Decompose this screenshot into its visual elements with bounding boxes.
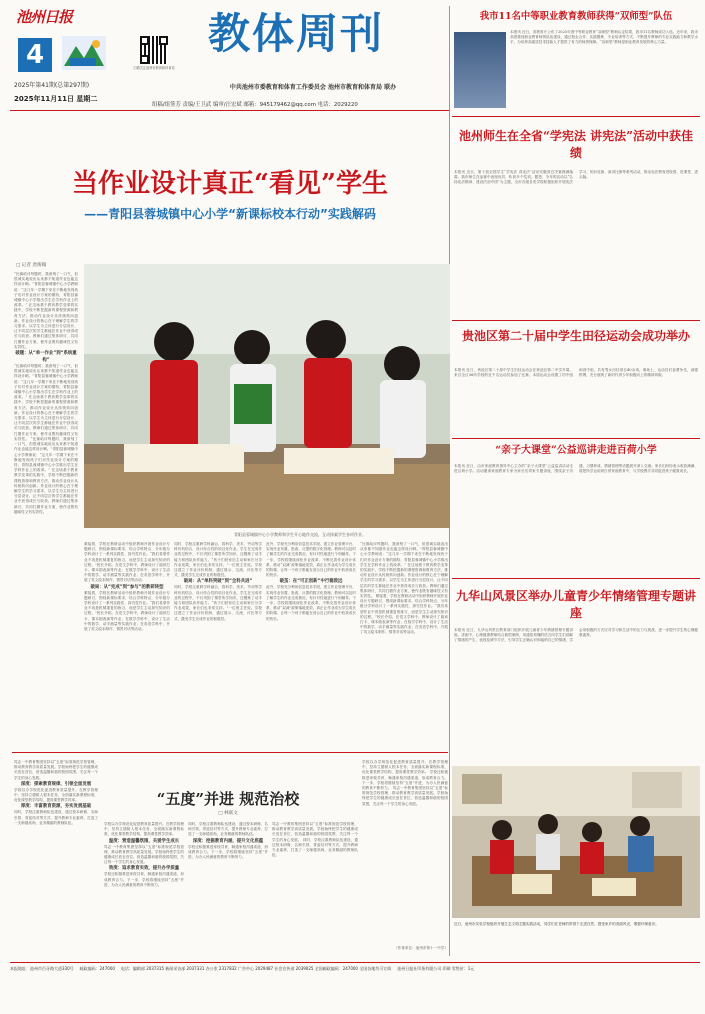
- section-name: 教体周刊: [208, 9, 385, 58]
- footer-rule: [10, 962, 700, 963]
- article-title: 我市11名中等职业教育教师获得“双师型”队伍: [479, 11, 673, 22]
- paper-logo: 池州日报: [16, 8, 73, 26]
- subhead: 破题：从“单一作业”到“系统重构”: [15, 351, 77, 364]
- subhead: 破局：从“完成”到“参与”的教研转型: [90, 584, 164, 590]
- bottom-col2: 学校以办学规范化促进教育质量提升。在教学管理中，坚持立德树人根本任务，全面落实新课程标准，优化课堂教学结构，提高课堂教学效率。 温度：营造温馨氛围，关爱学生成长 笃志一中教育集团坚持以“五度”标准规范学校管理，推动教育教学高质量发展。学校始终把学生的健康成长放在首位，营造温馨和谐的校园氛围，关注每一个学生的身心发展。 效度：追求教育实效，提升办学质量 学校还积极推进家校共育，畅通家校沟通渠道，形成教育合力。下一步，学校将继续坚持“五度”并进，为办人民满意的教育不断努力。: [104, 822, 184, 887]
- bottom-credit: （作者单位：池州市第十一中学）: [394, 946, 448, 950]
- students-art-photo: [452, 766, 700, 918]
- right-column: [452, 6, 700, 966]
- main-article-col3: 同时，学校注重跨学科融合，将科学、美术、劳动等学科有机结合，设计综合性的项目化作业。学生在完成作业的过程中，不仅巩固了课堂所学知识，还锻炼了动手能力和团队协作能力。“孩子们回家后主动和家长分享作业成果，家长们也非常支持。”一位班主任说。学校还建立了作业评价机制，通过展示、交流、评比等方式，激发学生完成作业的积极性。 破局：从“单科突破”到“全科共进” 同时，学校注重跨学科融合，将科学、美术、劳动等学科有机结合，设计综合性的项目化作业。学生在完成作业的过程中，不仅巩固了课堂所学知识，还锻炼了动手能力和团队协作能力。“孩子们回家后主动和家长分享作业成果，家长们也非常支持。”一位班主任说。学校还建立了作业评价机制，通过展示、交流、评比等方式，激发学生完成作业的积极性。: [174, 542, 262, 621]
- qr-caption: 扫描关注池州市教育和体育局: [133, 66, 175, 70]
- subhead: 破茧：在“可正创新”中行稳致远: [279, 579, 343, 585]
- article-body: 本报讯 近日，贵池区第二十届中学生田径运动会在贵池区第二中学开幕。来自全区36所学校的近千名运动员参加了比赛。本届运动会设置了初中组和高中组，共有男女田径项目40余项。赛场上，运动员们奋勇争先，顽强拼搏，充分展现了新时代青少年积极向上的精神风貌。: [454, 368, 698, 378]
- footer-postcode: 邮政编码：247000: [79, 966, 115, 971]
- article-title: “亲子大课堂”公益巡讲走进百荷小学: [495, 445, 657, 456]
- article-body: 本报讯 近日，省教育厅公布了2025年度中等职业教育“双师型”教师认定结果，我市11名教师成功入选。近年来，我市高度重视职业教育师资队伍建设，通过校企合作、实践锻炼、专业培训等方式，不断提升教师的专业实践能力和教学水平，为培养高素质技术技能人才提供了有力的师资保障。“双师型”教师是职业教育发展的核心力量。: [510, 30, 698, 45]
- bottom-col3: 同时，学校注重教师队伍建设，通过校本研修、名师引领、青蓝结对等方式，提升教师专业素养，打造了一支师德高尚、业务精湛的教师队伍。 深度：挖掘教育内涵，提升文化底蕴 学校还积极推进家校共育，畅通家校沟通渠道，形成教育合力。下一步，学校将继续坚持“五度”并进，为办人民满意的教育不断努力。: [188, 822, 268, 860]
- bottom-col4: 笃志一中教育集团坚持以“五度”标准规范学校管理，推动教育教学高质量发展。学校始终把学生的健康成长放在首位，营造温馨和谐的校园氛围，关注每一个学生的身心发展。 同时，学校注重教师队伍建设，通过校本研修、名师引领、青蓝结对等方式，提升教师专业素养，打造了一支师德高尚、业务精湛的教师队伍。: [272, 822, 358, 858]
- article-body: 本报讯 近日，由市家庭教育指导中心主办的“亲子大课堂”公益巡讲活动走进百荷小学。活动邀请家庭教育专家为家长们带来专题讲座，围绕亲子沟通、习惯养成、情绪管理等话题展开深入交流。家长们纷纷表示收获满满，将把所学运用到日常家庭教育中，与学校携手共同促进孩子健康成长。: [454, 464, 698, 474]
- subhead: 厚度：丰富教育资源，夯实发展基础: [20, 804, 92, 810]
- main-article-col4: 此外，学校充分利用信息技术手段，建立作业管理平台，实现作业布置、批改、反馈的数字化管理。教师可以及时了解学生的作业完成情况，有针对性地进行个别辅导。下一步，学校将继续深化作业改革，不断完善作业设计体系，推动“双减”政策落地见效，真正让作业成为学生成长的阶梯，让每一个孩子都能在适合自己的作业中收获成长的快乐。 破茧：在“可正创新”中行稳致远 此外，学校充分利用信息技术手段，建立作业管理平台，实现作业布置、批改、反馈的数字化管理。教师可以及时了解学生的作业完成情况，有针对性地进行个别辅导。下一步，学校将继续深化作业改革，不断完善作业设计体系，推动“双减”政策落地见效，真正让作业成为学生成长的阶梯，让每一个孩子都能在适合自己的作业中收获成长的快乐。: [266, 542, 356, 621]
- article-body: 本报讯 近日，九华山风景区教育部门组织开展儿童青少年情绪管理专题讲座。讲座中，心理健康教师结合典型案例，用通俗易懂的语言向学生们讲解了情绪的产生、表现及调节方法，引导学生正确认识和接纳自己的情绪，学会用积极的方式应对学习和生活中的压力与挑战，进一步提升学生的心理健康素养。: [454, 628, 698, 643]
- article-body: 本报讯 近日，第十届全国学生“学宪法 讲宪法”活动安徽省总决赛圆满落幕。我市师生在参赛中表现优异，斩获多个奖项。据悉，今年的活动以“弘扬宪法精神、建设法治中国”为主题，全市各级各类学校积极组织开展宪法学习、知识竞赛、演讲比赛等系列活动，推动宪法教育进校园、进课堂、进头脑。: [454, 170, 698, 185]
- footer: [10, 966, 700, 978]
- headline-subtitle: ——青阳县蓉城镇中心小学“新课标校本行动”实践解码: [84, 207, 376, 221]
- subhead: 深度：探索教育规律，引领全面发展: [20, 781, 92, 787]
- rule: [452, 578, 700, 579]
- photo-caption: 近日，池州市实验学校组织开展生态文明主题实践活动，同学们在老师的带领下走进自然，感受家乡的美丽风光，增强环保意识。: [454, 922, 659, 926]
- main-photo-caption: 青阳县蓉城镇中心小学教师和学生开心地作交流，互动探索学生各项作业。: [234, 532, 366, 537]
- rule: [452, 320, 700, 321]
- qr-code: [140, 36, 168, 64]
- rule: [452, 116, 700, 117]
- main-photo: [84, 264, 450, 528]
- bottom-byline: □ 林联文: [218, 811, 238, 816]
- organizers: 中共池州市委教育和体育工作委员会 池州市教育和体育局 联办: [229, 84, 397, 91]
- school-emblem-icon: [62, 36, 106, 70]
- editors: 组稿/组签芳 责编/王卫武 编审/汪宏斌 邮箱：945179462@qq.com 电话：2029220: [152, 102, 358, 108]
- article-title: 贵池区第二十届中学生田径运动会成功举办: [461, 329, 690, 343]
- main-article-col2: 紧接着，学校在教研活动中组织教师开展作业设计专题研讨，围绕新课标要求，结合学科特点，分年级分学科设计了一系列实践性、探究性作业。“我们希望作业不再是机械重复的练习，而是学生主动探究知识的过程。”校长介绍。在语文学科中，教师设计了阅读打卡、课本剧表演等作业；在数学学科中，设计了生活中的数学、动手测量等实践作业；在英语学科中，开展了英文绘本制作、情景对话等活动。 破局：从“完成”到“参与”的教研转型 紧接着，学校在教研活动中组织教师开展作业设计专题研讨，围绕新课标要求，结合学科特点，分年级分学科设计了一系列实践性、探究性作业。“我们希望作业不再是机械重复的练习，而是学生主动探究知识的过程。”校长介绍。在语文学科中，教师设计了阅读打卡、课本剧表演等作业；在数学学科中，设计了生活中的数学、动手测量等实践作业；在英语学科中，开展了英文绘本制作、情景对话等活动。: [84, 542, 170, 632]
- footer-phones: 电话：编辑部 2037315 新闻采访部 2037331 办公室 2317832 广告中心 2029487 社会宣传部 2039025 全国邮政编码：247000 全国各地均可订阅: [120, 966, 392, 971]
- subhead: 效度：追求教育实效，提升办学质量: [108, 866, 180, 872]
- main-article-col1: “比赛给评每题时，我深刻了一口气，但很诚实地说出从来都不知道作业也能这样设计啊。”青阳县蓉城镇中心小学教师说：“这几年一学期下来在不断地发现孩子们对作业设计方案的期待，青阳县蓉城镇中心小学推出学生在学科作业上的改革。” 在这场基于教育教学变革的实践中，学校不断挖掘新的课程资源和教育方法，推动作业设计从传统转向创新。作业设计的核心在于理解学生的学习需求，以学生为主体进行分层设计，让不同层次的学生都能在作业中获得成长与收获。教师们通过集体研讨，共同打磨作业方案，使作业既有趣味性又有实效性。 破题：从“单一作业”到“系统重构” “比赛给评每题时，我深刻了一口气，但很诚实地说出从来都不知道作业也能这样设计啊。”青阳县蓉城镇中心小学教师说：“这几年一学期下来在不断地发现孩子们对作业设计方案的期待，青阳县蓉城镇中心小学推出学生在学科作业上的改革。” 在这场基于教育教学变革的实践中，学校不断挖掘新的课程资源和教育方法，推动作业设计从传统转向创新。作业设计的核心在于理解学生的学习需求，以学生为主体进行分层设计，让不同层次的学生都能在作业中获得成长与收获。教师们通过集体研讨，共同打磨作业方案，使作业既有趣味性又有实效性。 “比赛给评每题时，我深刻了一口气，但很诚实地说出从来都不知道作业也能这样设计啊。”青阳县蓉城镇中心小学教师说：“这几年一学期下来在不断地发现孩子们对作业设计方案的期待，青阳县蓉城镇中心小学推出学生在学科作业上的改革。” 在这场基于教育教学变革的实践中，学校不断挖掘新的课程资源和教育方法，推动作业设计从传统转向创新。作业设计的核心在于理解学生的学习需求，以学生为主体进行分层设计，让不同层次的学生都能在作业中获得成长与收获。教师们通过集体研讨，共同打磨作业方案，使作业既有趣味性又有实效性。: [14, 272, 78, 514]
- rule: [12, 752, 448, 753]
- subhead: 深度：挖掘教育内涵，提升文化底蕴: [192, 838, 264, 844]
- bottom-col1: 笃志一中教育集团坚持以“五度”标准规范学校管理，推动教育教学高质量发展。学校始终把学生的健康成长放在首位，营造温馨和谐的校园氛围，关注每一个学生的身心发展。 深度：探索教育规律，引领全面发展 学校以办学规范化促进教育质量提升。在教学管理中，坚持立德树人根本任务，全面落实新课程标准，优化课堂教学结构，提高课堂教学效率。 厚度：丰富教育资源，夯实发展基础 同时，学校注重教师队伍建设，通过校本研修、名师引领、青蓝结对等方式，提升教师专业素养，打造了一支师德高尚、业务精湛的教师队伍。: [14, 760, 98, 825]
- headline-title: 当作业设计真正“看见”学生: [72, 169, 388, 199]
- footer-printer: 池州日报社印务有限公司 印刷 零售价：1元: [397, 966, 475, 971]
- issue-date: 2025年第41期(总第297期): [14, 82, 90, 89]
- bottom-title: “五度”并进 规范治校: [156, 790, 300, 808]
- article-title: 池州师生在全省“学宪法 讲宪法”活动中获佳绩: [459, 129, 693, 160]
- main-article-col5: “比赛给评每题时，我深刻了一口气，但很诚实地说出从来都不知道作业也能这样设计啊。”青阳县蓉城镇中心小学教师说：“这几年一学期下来在不断地发现孩子们对作业设计方案的期待，青阳县蓉城镇中心小学推出学生在学科作业上的改革。” 在这场基于教育教学变革的实践中，学校不断挖掘新的课程资源和教育方法，推动作业设计从传统转向创新。作业设计的核心在于理解学生的学习需求，以学生为主体进行分层设计，让不同层次的学生都能在作业中获得成长与收获。教师们通过集体研讨，共同打磨作业方案，使作业既有趣味性又有实效性。 紧接着，学校在教研活动中组织教师开展作业设计专题研讨，围绕新课标要求，结合学科特点，分年级分学科设计了一系列实践性、探究性作业。“我们希望作业不再是机械重复的练习，而是学生主动探究知识的过程。”校长介绍。在语文学科中，教师设计了阅读打卡、课本剧表演等作业；在数学学科中，设计了生活中的数学、动手测量等实践作业；在英语学科中，开展了英文绘本制作、情景对话等活动。: [360, 542, 448, 635]
- subhead: 破局：从“单科突破”到“全科共进”: [183, 579, 253, 585]
- article-title: 九华山风景区举办儿童青少年情绪管理专题讲座: [456, 589, 697, 620]
- footer-address: 本报地址：池州市百牙路大道330号: [10, 966, 74, 971]
- bottom-col5: 学校以办学规范化促进教育质量提升。在教学管理中，坚持立德树人根本任务，全面落实新课程标准，优化课堂教学结构，提高课堂教学效率。 学校还积极推进家校共育，畅通家校沟通渠道，形成教育合力。下一步，学校将继续坚持“五度”并进，为办人民满意的教育不断努力。 笃志一中教育集团坚持以“五度”标准规范学校管理，推动教育教学高质量发展。学校始终把学生的健康成长放在首位，营造温馨和谐的校园氛围，关注每一个学生的身心发展。: [362, 760, 448, 806]
- rule: [452, 438, 700, 439]
- image-strip: [454, 32, 506, 108]
- masthead-rule: [10, 110, 450, 111]
- byline: □ 记者 唐俊翰: [16, 263, 47, 268]
- page-number-box: 4: [18, 38, 52, 72]
- subhead: 温度：营造温馨氛围，关爱学生成长: [108, 838, 180, 844]
- date-line: 2025年11月11日 星期二: [14, 95, 98, 103]
